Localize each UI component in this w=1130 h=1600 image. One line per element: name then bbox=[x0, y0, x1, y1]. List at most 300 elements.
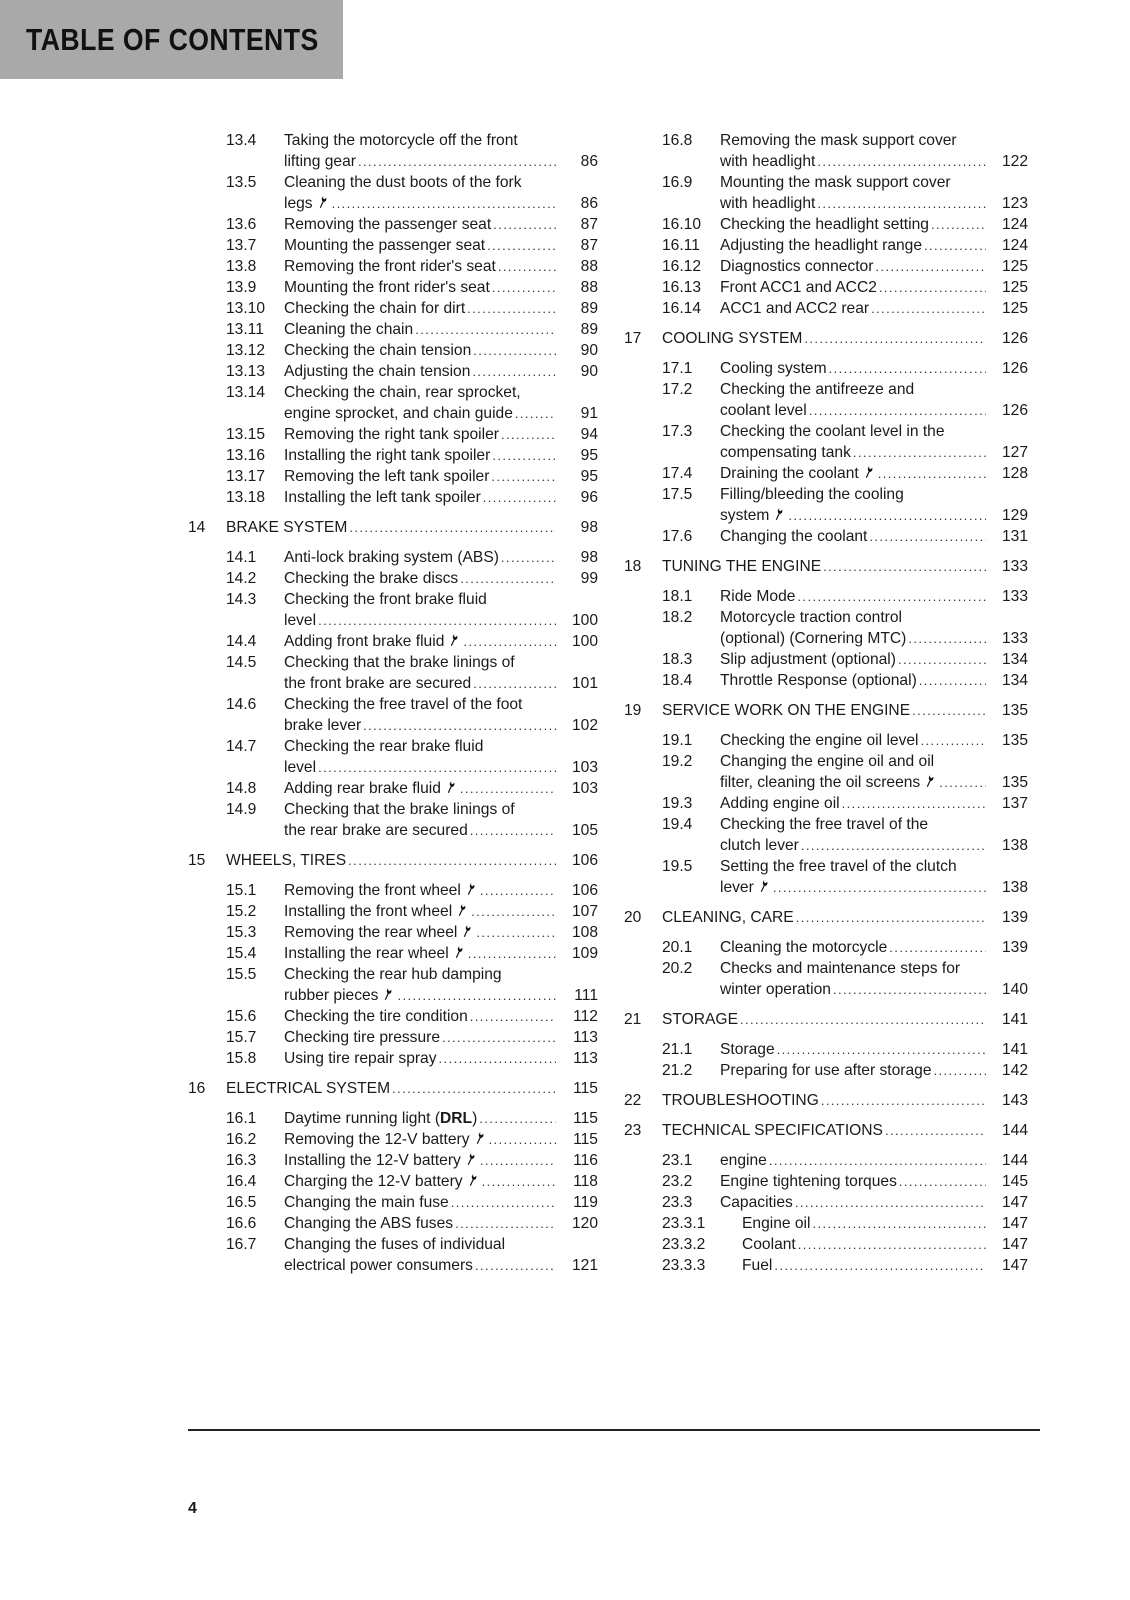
toc-entry[interactable] bbox=[624, 1234, 1028, 1255]
page-ref[interactable]: 94 bbox=[580, 426, 598, 443]
toc-entry[interactable] bbox=[624, 814, 1028, 856]
section-number: 19.2 bbox=[662, 753, 693, 770]
entry-body bbox=[284, 466, 598, 487]
leader-dots bbox=[879, 277, 986, 298]
toc-entry[interactable] bbox=[624, 172, 1028, 214]
leader-dots bbox=[397, 985, 556, 1006]
entry-line bbox=[720, 235, 1028, 256]
leader-dots bbox=[455, 1213, 556, 1234]
page-ref[interactable]: 133 bbox=[1001, 558, 1028, 575]
entry-line bbox=[720, 1171, 1028, 1192]
entry-line bbox=[284, 382, 598, 403]
section-number: 13.4 bbox=[226, 132, 257, 149]
toc-chapter[interactable] bbox=[624, 1090, 1028, 1111]
section-number: 15.8 bbox=[226, 1050, 257, 1067]
leader-dots bbox=[392, 1078, 556, 1099]
leader-dots bbox=[833, 979, 986, 1000]
entry-body bbox=[720, 751, 1028, 793]
entry-line bbox=[284, 943, 598, 964]
toc-entry[interactable] bbox=[188, 382, 598, 424]
entry-line bbox=[284, 319, 598, 340]
entry-title: Front ACC1 and ACC2 bbox=[720, 279, 877, 296]
section-number: 17 bbox=[624, 330, 642, 347]
toc-entry[interactable] bbox=[188, 1171, 598, 1192]
wrench-icon bbox=[379, 983, 398, 1007]
page-ref[interactable]: 142 bbox=[1001, 1062, 1028, 1079]
toc-chapter[interactable] bbox=[624, 556, 1028, 577]
toc-entry[interactable] bbox=[188, 964, 598, 1006]
toc-entry[interactable] bbox=[188, 1234, 598, 1276]
entry-line bbox=[720, 400, 1028, 421]
page-ref[interactable]: 95 bbox=[580, 468, 598, 485]
entry-line bbox=[284, 922, 598, 943]
toc-entry[interactable] bbox=[188, 130, 598, 172]
wrench-icon bbox=[463, 1169, 482, 1193]
entry-line bbox=[226, 850, 598, 871]
page-ref[interactable]: 137 bbox=[1001, 795, 1028, 812]
toc-entry[interactable] bbox=[624, 277, 1028, 298]
entry-body bbox=[284, 922, 598, 943]
toc-entry[interactable] bbox=[188, 1129, 598, 1150]
toc-entry[interactable] bbox=[188, 277, 598, 298]
toc-entry[interactable] bbox=[188, 1192, 598, 1213]
page-ref[interactable]: 123 bbox=[1001, 195, 1028, 212]
toc-entry[interactable] bbox=[624, 937, 1028, 958]
page-ref[interactable]: 147 bbox=[1001, 1194, 1028, 1211]
entry-body bbox=[662, 556, 1028, 577]
section-number: 18.4 bbox=[662, 672, 693, 689]
toc-entry[interactable] bbox=[188, 1048, 598, 1069]
entry-title: Checks and maintenance steps for bbox=[720, 960, 961, 977]
page-ref[interactable]: 125 bbox=[1001, 300, 1028, 317]
page-ref[interactable]: 115 bbox=[573, 1080, 598, 1097]
page-ref[interactable]: 103 bbox=[571, 759, 598, 776]
page-ref[interactable]: 106 bbox=[571, 852, 598, 869]
toc-chapter[interactable] bbox=[188, 1078, 598, 1099]
page-ref[interactable]: 115 bbox=[573, 1131, 598, 1148]
toc-entry[interactable] bbox=[188, 172, 598, 214]
page-ref[interactable]: 141 bbox=[1001, 1041, 1028, 1058]
entry-line bbox=[284, 985, 598, 1006]
entry-line bbox=[226, 1078, 598, 1099]
page-ref[interactable]: 118 bbox=[573, 1173, 598, 1190]
toc-entry[interactable] bbox=[188, 298, 598, 319]
toc-entry[interactable] bbox=[188, 778, 598, 799]
page-ref[interactable]: 119 bbox=[573, 1194, 598, 1211]
toc-entry[interactable] bbox=[624, 1192, 1028, 1213]
page-ref[interactable]: 135 bbox=[1001, 702, 1028, 719]
entry-body bbox=[284, 1171, 598, 1192]
page-ref[interactable]: 133 bbox=[1001, 630, 1028, 647]
toc-entry[interactable] bbox=[188, 547, 598, 568]
page-ref[interactable]: 99 bbox=[580, 570, 598, 587]
leader-dots bbox=[912, 700, 986, 721]
entry-line bbox=[720, 130, 1028, 151]
section-number: 18 bbox=[624, 558, 642, 575]
entry-line bbox=[662, 1009, 1028, 1030]
entry-title: Ride Mode bbox=[720, 588, 796, 605]
entry-body bbox=[226, 850, 598, 871]
entry-line bbox=[720, 463, 1028, 484]
entry-title: Cleaning the motorcycle bbox=[720, 939, 888, 956]
leader-dots bbox=[482, 1171, 556, 1192]
toc-entry[interactable] bbox=[188, 901, 598, 922]
entry-body bbox=[720, 1171, 1028, 1192]
page-ref[interactable]: 134 bbox=[1001, 651, 1028, 668]
page-ref[interactable]: 143 bbox=[1001, 1092, 1028, 1109]
toc-entry[interactable] bbox=[624, 526, 1028, 547]
page-ref[interactable]: 145 bbox=[1001, 1173, 1028, 1190]
page-ref[interactable]: 125 bbox=[1001, 279, 1028, 296]
entry-body bbox=[284, 880, 598, 901]
entry-title: with headlight bbox=[720, 153, 816, 170]
page-ref[interactable]: 112 bbox=[573, 1008, 598, 1025]
section-number: 13.5 bbox=[226, 174, 257, 191]
page-ref[interactable]: 120 bbox=[571, 1215, 598, 1232]
page-ref[interactable]: 124 bbox=[1001, 216, 1028, 233]
page-ref[interactable]: 89 bbox=[580, 300, 598, 317]
entry-line bbox=[284, 568, 598, 589]
entry-line bbox=[720, 358, 1028, 379]
entry-title: Taking the motorcycle off the front bbox=[284, 132, 518, 149]
page-ref[interactable]: 90 bbox=[580, 363, 598, 380]
entry-title: Fuel bbox=[742, 1257, 773, 1274]
page-ref[interactable]: 147 bbox=[1001, 1257, 1028, 1274]
entry-title: Cleaning the dust boots of the fork bbox=[284, 174, 522, 191]
section-number: 21.1 bbox=[662, 1041, 693, 1058]
page-ref[interactable]: 131 bbox=[1001, 528, 1028, 545]
toc-chapter[interactable] bbox=[624, 328, 1028, 349]
toc-entry[interactable] bbox=[188, 799, 598, 841]
section-number: 13.6 bbox=[226, 216, 257, 233]
leader-dots bbox=[501, 424, 556, 445]
toc-entry[interactable] bbox=[188, 1006, 598, 1027]
section-number: 15.1 bbox=[226, 882, 257, 899]
page-ref[interactable]: 125 bbox=[1001, 258, 1028, 275]
page-ref[interactable]: 111 bbox=[574, 987, 598, 1004]
section-number: 14.4 bbox=[226, 633, 257, 650]
entry-line bbox=[662, 700, 1028, 721]
toc-entry[interactable] bbox=[624, 256, 1028, 277]
entry-body bbox=[720, 607, 1028, 649]
toc-entry[interactable] bbox=[188, 568, 598, 589]
page-ref[interactable]: 134 bbox=[1001, 672, 1028, 689]
section-number: 16.9 bbox=[662, 174, 693, 191]
page-ref[interactable]: 88 bbox=[580, 279, 598, 296]
entry-line bbox=[720, 1150, 1028, 1171]
entry-title: Checking the chain, rear sprocket, bbox=[284, 384, 521, 401]
page-ref[interactable]: 127 bbox=[1001, 444, 1028, 461]
entry-body bbox=[720, 277, 1028, 298]
entry-title: Checking the coolant level in the bbox=[720, 423, 945, 440]
section-number: 17.2 bbox=[662, 381, 693, 398]
toc-entry[interactable] bbox=[188, 631, 598, 652]
entry-line bbox=[284, 298, 598, 319]
entry-title: Coolant bbox=[742, 1236, 796, 1253]
toc-entry[interactable] bbox=[188, 445, 598, 466]
toc-entry[interactable] bbox=[188, 652, 598, 694]
toc-entry[interactable] bbox=[624, 958, 1028, 1000]
toc-entry[interactable] bbox=[624, 298, 1028, 319]
entry-title: Adding front brake fluid bbox=[284, 633, 445, 650]
page-ref[interactable]: 115 bbox=[573, 1110, 598, 1127]
section-number: 19.5 bbox=[662, 858, 693, 875]
toc-entry[interactable] bbox=[188, 589, 598, 631]
toc-chapter[interactable] bbox=[624, 1009, 1028, 1030]
entry-title: Slip adjustment (optional) bbox=[720, 651, 896, 668]
page-ref[interactable]: 91 bbox=[580, 405, 598, 422]
toc-entry[interactable] bbox=[624, 1150, 1028, 1171]
page-ref[interactable]: 95 bbox=[580, 447, 598, 464]
toc-entry[interactable] bbox=[188, 340, 598, 361]
toc-entry[interactable] bbox=[624, 649, 1028, 670]
page-ref[interactable]: 98 bbox=[580, 549, 598, 566]
entry-title: rubber pieces bbox=[284, 987, 379, 1004]
toc-entry[interactable] bbox=[624, 586, 1028, 607]
entry-title: TECHNICAL SPECIFICATIONS bbox=[662, 1122, 883, 1139]
toc-entry[interactable] bbox=[624, 130, 1028, 172]
leader-dots bbox=[795, 1192, 986, 1213]
toc-entry[interactable] bbox=[624, 670, 1028, 691]
entry-title: system bbox=[720, 507, 770, 524]
toc-entry[interactable] bbox=[188, 214, 598, 235]
page-ref[interactable]: 135 bbox=[1001, 774, 1028, 791]
toc-chapter[interactable] bbox=[624, 907, 1028, 928]
entry-line bbox=[284, 964, 598, 985]
section-number: 23.2 bbox=[662, 1173, 693, 1190]
section-number: 15.3 bbox=[226, 924, 257, 941]
page-ref[interactable]: 98 bbox=[580, 519, 598, 536]
entry-title: Adding rear brake fluid bbox=[284, 780, 441, 797]
page-ref[interactable]: 138 bbox=[1001, 837, 1028, 854]
entry-title: Installing the left tank spoiler bbox=[284, 489, 481, 506]
wrench-icon bbox=[313, 191, 332, 215]
leader-dots bbox=[878, 463, 986, 484]
toc-entry[interactable] bbox=[188, 361, 598, 382]
page-ref[interactable]: 103 bbox=[571, 780, 598, 797]
page-ref[interactable]: 147 bbox=[1001, 1236, 1028, 1253]
entry-body bbox=[284, 1234, 598, 1276]
toc-entry[interactable] bbox=[624, 1039, 1028, 1060]
entry-line bbox=[284, 589, 598, 610]
wrench-icon bbox=[462, 1148, 481, 1172]
entry-body bbox=[742, 1255, 1028, 1276]
wrench-icon bbox=[860, 461, 879, 485]
leader-dots bbox=[871, 298, 986, 319]
entry-title: Removing the passenger seat bbox=[284, 216, 492, 233]
toc-entry[interactable] bbox=[624, 793, 1028, 814]
section-number: 13.14 bbox=[226, 384, 266, 401]
toc-entry[interactable] bbox=[188, 1027, 598, 1048]
section-number: 20.1 bbox=[662, 939, 693, 956]
section-number: 16.14 bbox=[662, 300, 702, 317]
toc-entry[interactable] bbox=[188, 880, 598, 901]
leader-dots bbox=[468, 943, 556, 964]
toc-entry[interactable] bbox=[624, 1255, 1028, 1276]
entry-title: Changing the coolant bbox=[720, 528, 868, 545]
page-ref[interactable]: 139 bbox=[1001, 909, 1028, 926]
entry-line bbox=[720, 979, 1028, 1000]
toc-entry[interactable] bbox=[188, 319, 598, 340]
page-ref[interactable]: 147 bbox=[1001, 1215, 1028, 1232]
page-ref[interactable]: 113 bbox=[573, 1029, 598, 1046]
section-number: 14.7 bbox=[226, 738, 257, 755]
page-ref[interactable]: 141 bbox=[1001, 1011, 1028, 1028]
toc-entry[interactable] bbox=[188, 943, 598, 964]
page-ref[interactable]: 100 bbox=[571, 633, 598, 650]
entry-title: Changing the main fuse bbox=[284, 1194, 449, 1211]
page-ref[interactable]: 126 bbox=[1001, 330, 1028, 347]
entry-title: Engine tightening torques bbox=[720, 1173, 897, 1190]
toc-entry[interactable] bbox=[188, 424, 598, 445]
page-ref[interactable]: 105 bbox=[571, 822, 598, 839]
entry-title: Removing the front wheel bbox=[284, 882, 461, 899]
page-ref[interactable]: 138 bbox=[1001, 879, 1028, 896]
leader-dots bbox=[318, 757, 556, 778]
toc-entry[interactable] bbox=[624, 463, 1028, 484]
leader-dots bbox=[889, 937, 986, 958]
toc-entry[interactable] bbox=[188, 736, 598, 778]
toc-entry[interactable] bbox=[188, 256, 598, 277]
entry-line bbox=[284, 631, 598, 652]
section-number: 16.11 bbox=[662, 237, 700, 254]
page-ref[interactable]: 122 bbox=[1001, 153, 1028, 170]
page-ref[interactable]: 129 bbox=[1001, 507, 1028, 524]
page-ref[interactable]: 90 bbox=[580, 342, 598, 359]
toc-entry[interactable] bbox=[188, 694, 598, 736]
page-ref[interactable]: 100 bbox=[571, 612, 598, 629]
entry-title: Adding engine oil bbox=[720, 795, 840, 812]
entry-line bbox=[284, 151, 598, 172]
toc-entry[interactable] bbox=[624, 607, 1028, 649]
page-ref[interactable]: 113 bbox=[573, 1050, 598, 1067]
toc-entry[interactable] bbox=[188, 1150, 598, 1171]
entry-title: BRAKE SYSTEM bbox=[226, 519, 348, 536]
leader-dots bbox=[924, 235, 986, 256]
page-ref[interactable]: 102 bbox=[571, 717, 598, 734]
entry-title: Capacities bbox=[720, 1194, 793, 1211]
section-number: 22 bbox=[624, 1092, 642, 1109]
page-ref[interactable]: 144 bbox=[1001, 1122, 1028, 1139]
page-ref[interactable]: 89 bbox=[580, 321, 598, 338]
section-number: 16.13 bbox=[662, 279, 702, 296]
entry-body bbox=[720, 421, 1028, 463]
entry-line bbox=[284, 193, 598, 214]
entry-line bbox=[284, 235, 598, 256]
page-ref[interactable]: 96 bbox=[580, 489, 598, 506]
entry-title: CLEANING, CARE bbox=[662, 909, 794, 926]
entry-line bbox=[662, 1090, 1028, 1111]
leader-dots bbox=[515, 403, 556, 424]
leader-dots bbox=[774, 1255, 986, 1276]
page-ref[interactable]: 107 bbox=[571, 903, 598, 920]
entry-line bbox=[742, 1255, 1028, 1276]
toc-entry[interactable] bbox=[624, 1171, 1028, 1192]
page-ref[interactable]: 86 bbox=[580, 195, 598, 212]
wrench-icon bbox=[921, 770, 940, 794]
toc-entry[interactable] bbox=[624, 358, 1028, 379]
toc-entry[interactable] bbox=[624, 751, 1028, 793]
entry-body bbox=[284, 214, 598, 235]
wrench-icon bbox=[770, 503, 789, 527]
page-ref[interactable]: 88 bbox=[580, 258, 598, 275]
toc-chapter[interactable] bbox=[188, 850, 598, 871]
page-ref[interactable]: 126 bbox=[1001, 402, 1028, 419]
page-ref[interactable]: 108 bbox=[571, 924, 598, 941]
leader-dots bbox=[460, 568, 556, 589]
entry-title: engine sprocket, and chain guide bbox=[284, 405, 513, 422]
toc-chapter[interactable] bbox=[624, 1120, 1028, 1141]
toc-entry[interactable] bbox=[624, 1213, 1028, 1234]
entry-title: Checking that the brake linings of bbox=[284, 801, 515, 818]
leader-dots bbox=[919, 670, 986, 691]
page-ref[interactable]: 106 bbox=[571, 882, 598, 899]
toc-entry[interactable] bbox=[188, 235, 598, 256]
section-number: 21.2 bbox=[662, 1062, 693, 1079]
page-ref[interactable]: 126 bbox=[1001, 360, 1028, 377]
entry-body bbox=[284, 736, 598, 778]
page-ref[interactable]: 109 bbox=[571, 945, 598, 962]
page-ref[interactable]: 124 bbox=[1001, 237, 1028, 254]
entry-line bbox=[662, 1120, 1028, 1141]
toc-entry[interactable] bbox=[624, 856, 1028, 898]
page-ref[interactable]: 135 bbox=[1001, 732, 1028, 749]
toc-entry[interactable] bbox=[188, 922, 598, 943]
toc-entry[interactable] bbox=[624, 730, 1028, 751]
section-number: 13.13 bbox=[226, 363, 266, 380]
toc-entry[interactable] bbox=[188, 487, 598, 508]
page-ref[interactable]: 128 bbox=[1001, 465, 1028, 482]
entry-title: Checking that the brake linings of bbox=[284, 654, 515, 671]
entry-line bbox=[284, 610, 598, 631]
page-ref[interactable]: 140 bbox=[1001, 981, 1028, 998]
page-ref[interactable]: 121 bbox=[571, 1257, 598, 1274]
entry-body bbox=[720, 1060, 1028, 1081]
toc-entry[interactable] bbox=[188, 1213, 598, 1234]
toc-entry[interactable] bbox=[188, 466, 598, 487]
toc-entry[interactable] bbox=[624, 421, 1028, 463]
page-ref[interactable]: 86 bbox=[580, 153, 598, 170]
entry-line bbox=[284, 778, 598, 799]
toc-entry[interactable] bbox=[624, 1060, 1028, 1081]
toc-entry[interactable] bbox=[624, 214, 1028, 235]
section-number: 13.18 bbox=[226, 489, 266, 506]
page-ref[interactable]: 116 bbox=[573, 1152, 598, 1169]
page-ref[interactable]: 87 bbox=[580, 216, 598, 233]
page-ref[interactable]: 139 bbox=[1001, 939, 1028, 956]
toc-entry[interactable] bbox=[624, 379, 1028, 421]
leader-dots bbox=[472, 361, 556, 382]
page-ref[interactable]: 133 bbox=[1001, 588, 1028, 605]
leader-dots bbox=[829, 358, 986, 379]
toc-entry[interactable] bbox=[188, 1108, 598, 1129]
entry-title: ACC1 and ACC2 rear bbox=[720, 300, 870, 317]
section-number: 15.6 bbox=[226, 1008, 257, 1025]
section-number: 23 bbox=[624, 1122, 642, 1139]
page-ref[interactable]: 144 bbox=[1001, 1152, 1028, 1169]
entry-line bbox=[720, 442, 1028, 463]
toc-entry[interactable] bbox=[624, 235, 1028, 256]
section-number: 15 bbox=[188, 852, 206, 869]
page-ref[interactable]: 101 bbox=[571, 675, 598, 692]
page-ref[interactable]: 87 bbox=[580, 237, 598, 254]
entry-body bbox=[284, 130, 598, 172]
toc-chapter[interactable] bbox=[188, 517, 598, 538]
toc-entry[interactable] bbox=[624, 484, 1028, 526]
leader-dots bbox=[769, 1150, 986, 1171]
toc-chapter[interactable] bbox=[624, 700, 1028, 721]
section-number: 15.4 bbox=[226, 945, 257, 962]
